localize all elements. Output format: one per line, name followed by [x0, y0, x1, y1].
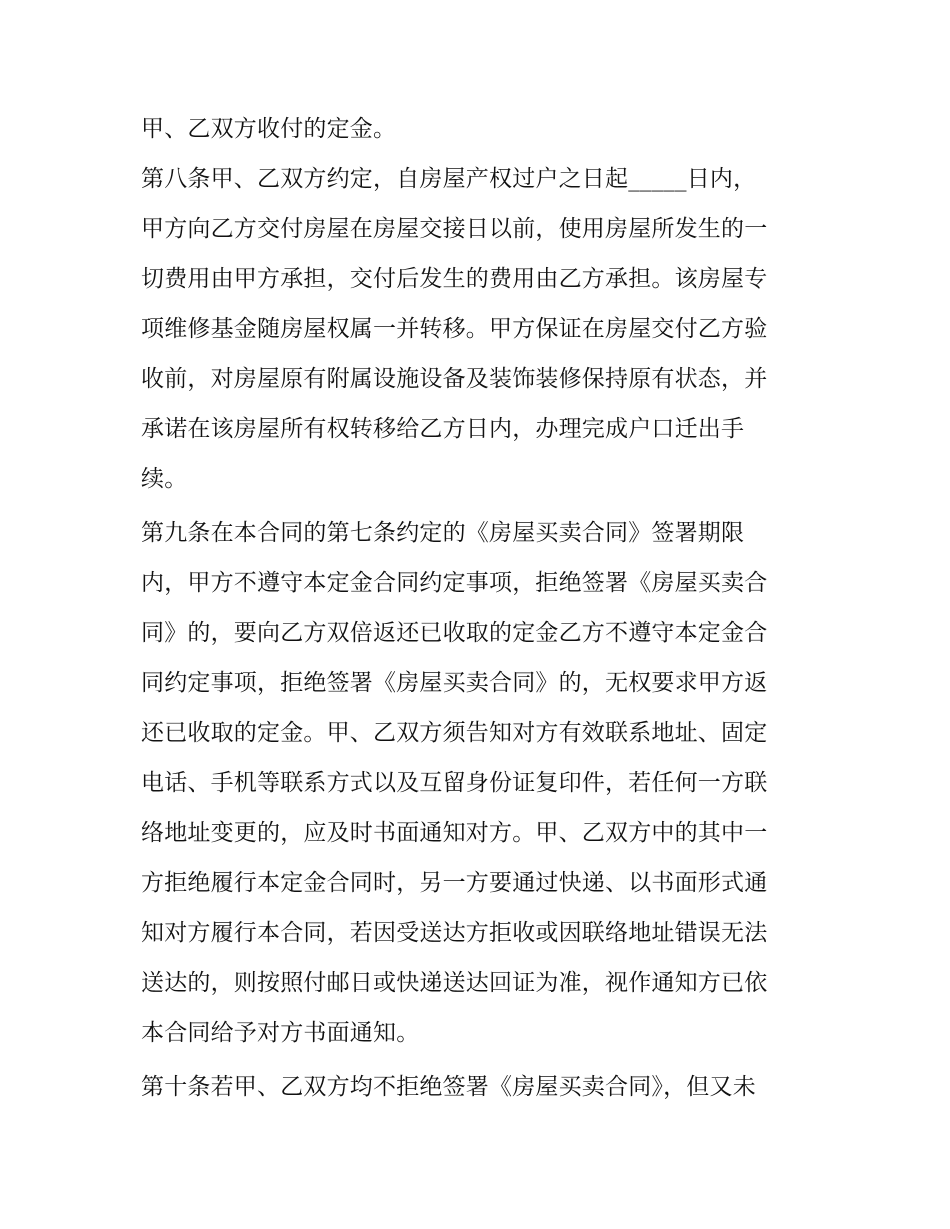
text-line: 切费用由甲方承担，交付后发生的费用由乙方承担。该房屋专	[141, 266, 768, 292]
text-line: 承诺在该房屋所有权转移给乙方日内，办理完成户口迁出手	[141, 416, 745, 442]
text-line: 第八条甲、乙双方约定，自房屋产权过户之日起_____日内，	[141, 166, 757, 192]
text-line: 续。	[141, 466, 188, 492]
text-line: 收前，对房屋原有附属设施设备及装饰装修保持原有状态，并	[141, 366, 768, 392]
text-line: 同》的，要向乙方双倍返还已收取的定金乙方不遵守本定金合	[141, 620, 768, 646]
text-line: 内，甲方不遵守本定金合同约定事项，拒绝签署《房屋买卖合	[141, 570, 768, 596]
text-line: 同约定事项，拒绝签署《房屋买卖合同》的，无权要求甲方返	[141, 670, 768, 696]
text-line: 电话、手机等联系方式以及互留身份证复印件，若任何一方联	[141, 770, 768, 796]
text-line: 甲、乙双方收付的定金。	[141, 116, 397, 142]
text-line: 第九条在本合同的第七条约定的《房屋买卖合同》签署期限	[141, 520, 745, 546]
text-line: 甲方向乙方交付房屋在房屋交接日以前，使用房屋所发生的一	[141, 216, 768, 242]
text-line: 知对方履行本合同，若因受送达方拒收或因联络地址错误无法	[141, 920, 768, 946]
text-line: 项维修基金随房屋权属一并转移。甲方保证在房屋交付乙方验	[141, 316, 768, 342]
text-line: 送达的，则按照付邮日或快递送达回证为准，视作通知方已依	[141, 970, 768, 996]
text-line: 本合同给予对方书面通知。	[141, 1020, 420, 1046]
text-line: 方拒绝履行本定金合同时，另一方要通过快递、以书面形式通	[141, 870, 768, 896]
text-line: 络地址变更的，应及时书面通知对方。甲、乙双方中的其中一	[141, 820, 768, 846]
text-line: 第十条若甲、乙双方均不拒绝签署《房屋买卖合同》，但又未	[141, 1074, 756, 1100]
text-line: 还已收取的定金。甲、乙双方须告知对方有效联系地址、固定	[141, 720, 768, 746]
